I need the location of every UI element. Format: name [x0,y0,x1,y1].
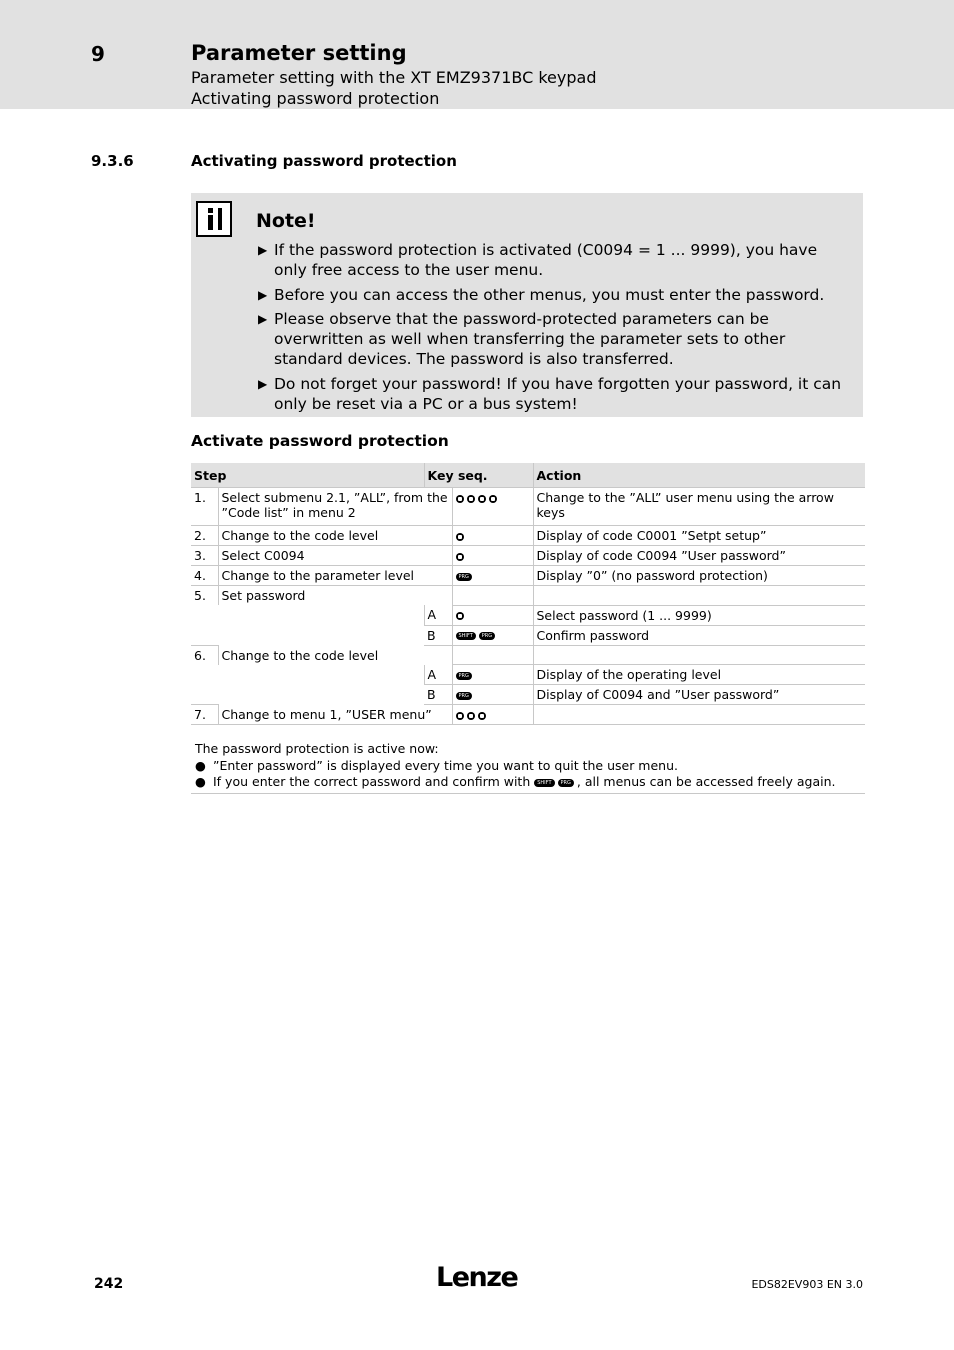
prg-key-icon: PRG [558,779,574,787]
header-subtitle-1: Parameter setting with the XT EMZ9371BC keypad [191,68,597,87]
col-header-step: Step [191,463,424,488]
step-action: Confirm password [533,625,865,645]
chapter-number: 9 [91,42,105,66]
step-number: 2. [191,526,218,546]
key-sequence [452,625,533,645]
step-text: Select submenu 2.1, ”ALL”, from the ”Code list” in menu 2 [218,488,452,526]
bullet-triangle-icon: ▶ [258,243,268,257]
result-intro: The password protection is active now: [195,741,439,756]
step-number: 4. [191,566,218,586]
arrow-up-key-icon [456,495,464,503]
note-item: ▶ If the password protection is activated (C0094 = 1 ... 9999), you have only free access to the user menu. [258,241,818,279]
substep-label: A [424,605,452,625]
substep-label: B [424,685,452,705]
brand-logo: Lenze [436,1262,518,1293]
step-text: Change to the code level [218,526,452,546]
bullet-triangle-icon: ▶ [258,377,268,391]
arrow-left-key-icon [489,495,497,503]
step-action: Display of the operating level [533,665,865,685]
table-row [191,546,865,566]
shift-key-icon: SHIFT [534,779,554,787]
arrow-right-key-icon [456,533,464,541]
note-box [191,193,863,417]
substep-label: B [424,625,452,645]
table-row [191,488,865,526]
col-header-keys: Key seq. [424,463,533,488]
key-sequence [452,566,533,586]
document-code: EDS82EV903 EN 3.0 [751,1278,863,1291]
table-row [191,645,865,665]
list-item: ● ”Enter password” is displayed every time you want to quit the user menu. [195,757,678,773]
arrow-left-key-icon [456,712,464,720]
arrow-down-key-icon [478,712,486,720]
bullet-triangle-icon: ▶ [258,288,268,302]
table-row [191,586,865,606]
step-number: 5. [191,586,218,646]
key-sequence [452,705,533,725]
section-number: 9.3.6 [91,152,134,170]
step-action: Display of C0094 and ”User password” [533,685,865,705]
step-text: Set password [218,586,452,606]
table-header-row [191,463,865,488]
note-item: ▶ Please observe that the password-protected parameters can be overwritten as well when transferring the parameter sets to other standard devices. The password is also transferred. [258,310,786,368]
table-row [191,566,865,586]
arrow-down-key-icon [467,495,475,503]
result-notes [191,741,865,794]
step-action [533,645,865,665]
step-action: Display ”0” (no password protection) [533,566,865,586]
step-number: 7. [191,705,218,725]
header-subtitle-2: Activating password protection [191,89,440,108]
step-action [533,586,865,606]
arrow-up-key-icon [456,553,464,561]
shift-key-icon: SHIFT [456,632,476,640]
note-title: Note! [256,210,316,232]
list-item: ● If you enter the correct password and confirm with SHIFT PRG , all menus can be accessed freely again. [195,774,836,789]
key-sequence [452,586,533,606]
step-number: 3. [191,546,218,566]
page-number: 242 [94,1276,124,1292]
key-sequence [452,645,533,665]
step-text: Change to the parameter level [218,566,452,586]
step-action: Select password (1 ... 9999) [533,605,865,625]
key-sequence [452,665,533,685]
bullet-triangle-icon: ▶ [258,312,268,326]
step-action: Display of code C0094 ”User password” [533,546,865,566]
prg-key-icon: PRG [456,692,472,700]
col-header-action: Action [533,463,865,488]
key-sequence [452,546,533,566]
step-action: Change to the ”ALL” user menu using the arrow keys [533,488,865,526]
step-number: 6. [191,645,218,705]
step-action: Display of code C0001 ”Setpt setup” [533,526,865,546]
key-sequence [452,685,533,705]
arrow-left-key-icon [467,712,475,720]
note-item: ▶ Before you can access the other menus, you must enter the password. [258,286,825,304]
note-item: ▶ Do not forget your password! If you have forgotten your password, it can only be reset via a PC or a bus system! [258,375,842,413]
table-row [191,526,865,546]
section-title: Activating password protection [191,152,457,170]
key-sequence [452,605,533,625]
prg-key-icon: PRG [479,632,495,640]
arrow-up-key-icon [456,612,464,620]
substep-label: A [424,665,452,685]
table-row [191,665,865,685]
chapter-title: Parameter setting [191,41,407,65]
step-text: Change to the code level [218,645,452,665]
table-row [191,705,865,725]
key-sequence [452,526,533,546]
arrow-right-key-icon [478,495,486,503]
procedure-table [191,463,865,725]
prg-key-icon: PRG [456,573,472,581]
procedure-heading: Activate password protection [191,432,449,450]
prg-key-icon: PRG [456,672,472,680]
step-action [533,705,865,725]
key-sequence [452,488,533,526]
info-icon [196,201,232,237]
table-row [191,605,865,625]
step-text: Change to menu 1, ”USER menu” [218,705,452,725]
step-text: Select C0094 [218,546,452,566]
bullet-dot-icon: ● [195,757,206,773]
bullet-dot-icon: ● [195,774,206,789]
page-header [0,0,954,109]
step-number: 1. [191,488,218,526]
